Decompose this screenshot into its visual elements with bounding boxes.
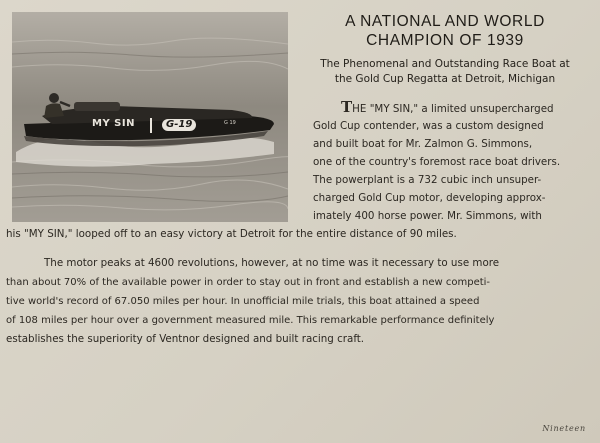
title-line-1: A NATIONAL AND WORLD: [345, 13, 545, 30]
dropcap-letter: T: [341, 98, 353, 116]
paragraph-1-line-6: charged Gold Cup motor, developing approx-: [313, 192, 546, 204]
subtitle-line-2: the Gold Cup Regatta at Detroit, Michigan: [334, 73, 556, 85]
paragraph-2-line-1: The motor peaks at 4600 revolutions, however, at no time was it necessary to use more: [44, 257, 500, 269]
paragraph-1-line-2: Gold Cup contender, was a custom designed: [313, 120, 544, 132]
boat-name-label: MY SIN: [92, 118, 135, 129]
title-line-2: CHAMPION OF 1939: [366, 32, 524, 49]
paragraph-2-line-4: of 108 miles per hour over a government measured mile. This remarkable performance definitely: [6, 315, 495, 326]
paragraph-1-line-7: imately 400 horse power. Mr. Simmons, with: [313, 210, 542, 222]
hull-number-label: G-19: [162, 119, 196, 131]
paragraph-1-line-1: HE "MY SIN," a limited unsupercharged: [352, 103, 554, 115]
hull-tag-text: G 19: [224, 120, 236, 126]
paragraph-1-line-8: his "MY SIN," looped off to an easy victory at Detroit for the entire distance of 90 miles.: [6, 228, 457, 240]
page-number: Nineteen: [542, 424, 586, 433]
paragraph-1-line-4: one of the country's foremost race boat drivers.: [313, 156, 561, 168]
paragraph-1-line-3: and built boat for Mr. Zalmon G. Simmons,: [313, 138, 533, 150]
paragraph-2-line-5: establishes the superiority of Ventnor designed and built racing craft.: [6, 333, 365, 345]
paragraph-1-line-5: The powerplant is a 732 cubic inch unsuper-: [313, 174, 542, 186]
paragraph-2-line-2: than about 70% of the available power in order to stay out in front and establish a new competi-: [6, 277, 491, 288]
paragraph-2-line-3: tive world's record of 67.050 miles per hour. In unofficial mile trials, this boat attained a speed: [6, 296, 480, 307]
subtitle-line-1: The Phenomenal and Outstanding Race Boat at: [320, 58, 570, 70]
